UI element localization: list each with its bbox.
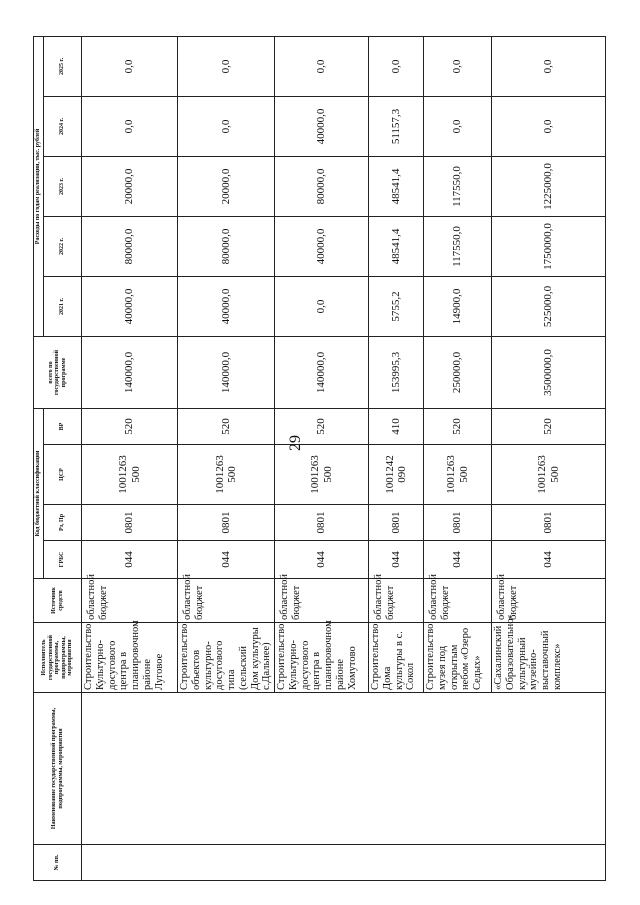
cell-2022: 40000,0 <box>275 216 369 276</box>
cell-source: областной бюджет <box>178 579 275 623</box>
cell-grbs: 044 <box>178 541 275 579</box>
cell-vr: 520 <box>424 408 492 444</box>
cell-2025: 0,0 <box>82 36 178 96</box>
cell-2021: 5755,2 <box>369 276 424 336</box>
header-year-2024: 2024 г. <box>44 96 82 156</box>
header-year-2025: 2025 г. <box>44 36 82 96</box>
cell-csr: 1001263 500 <box>82 445 178 505</box>
cell-csr: 1001263 500 <box>424 445 492 505</box>
cell-csr: 1001263 500 <box>275 445 369 505</box>
cell-source: областной бюджет <box>424 579 492 623</box>
cell-rzpr: 0801 <box>82 505 178 541</box>
cell-total: 3500000,0 <box>492 336 606 408</box>
cell-2023: 48541,4 <box>369 156 424 216</box>
cell-source: областной бюджет <box>492 579 606 623</box>
cell-2024: 51157,3 <box>369 96 424 156</box>
cell-executor: Строительство объектов культурно-досугового типа (сельский Дом культуры с.Дальнее) <box>178 623 275 693</box>
cell-2021: 14900,0 <box>424 276 492 336</box>
header-grbs: ГРБС <box>44 541 82 579</box>
cell-2021: 0,0 <box>275 276 369 336</box>
cell-rzpr: 0801 <box>275 505 369 541</box>
cell-vr: 520 <box>492 408 606 444</box>
cell-2024: 0,0 <box>424 96 492 156</box>
table-row <box>82 36 178 880</box>
cell-csr: 1001242 090 <box>369 445 424 505</box>
cell-2023: 20000,0 <box>178 156 275 216</box>
cell-2022: 48541,4 <box>369 216 424 276</box>
cell-grbs: 044 <box>492 541 606 579</box>
cell-rzpr: 0801 <box>424 505 492 541</box>
header-source: Источник средств <box>34 579 82 623</box>
cell-vr: 410 <box>369 408 424 444</box>
cell-2024: 40000,0 <box>275 96 369 156</box>
cell-2023: 80000,0 <box>275 156 369 216</box>
header-year-2023: 2023 г. <box>44 156 82 216</box>
page-number: 29 <box>287 435 304 451</box>
cell-program-name <box>82 693 606 845</box>
budget-table-sheet <box>33 37 596 881</box>
cell-executor: Строительство Дома культуры в с. Сокол <box>369 623 424 693</box>
cell-source: областной бюджет <box>275 579 369 623</box>
cell-total: 250000,0 <box>424 336 492 408</box>
cell-source: областной бюджет <box>369 579 424 623</box>
header-num: № пп. <box>34 845 82 881</box>
cell-2025: 0,0 <box>369 36 424 96</box>
cell-vr: 520 <box>82 408 178 444</box>
header-year-2022: 2022 г. <box>44 216 82 276</box>
cell-2023: 117550,0 <box>424 156 492 216</box>
cell-grbs: 044 <box>275 541 369 579</box>
cell-vr: 520 <box>178 408 275 444</box>
cell-rzpr: 0801 <box>492 505 606 541</box>
cell-rzpr: 0801 <box>178 505 275 541</box>
cell-rzpr: 0801 <box>369 505 424 541</box>
cell-2024: 0,0 <box>178 96 275 156</box>
cell-2023: 1225000,0 <box>492 156 606 216</box>
cell-total: 140000,0 <box>82 336 178 408</box>
cell-grbs: 044 <box>82 541 178 579</box>
cell-2022: 1750000,0 <box>492 216 606 276</box>
cell-vr: 520 <box>275 408 369 444</box>
cell-executor: Строительство музея под открытым небом «Озеро Седых» <box>424 623 492 693</box>
cell-2025: 0,0 <box>424 36 492 96</box>
cell-2022: 80000,0 <box>82 216 178 276</box>
header-year-2021: 2021 г. <box>44 276 82 336</box>
cell-2023: 20000,0 <box>82 156 178 216</box>
cell-2021: 40000,0 <box>178 276 275 336</box>
cell-2025: 0,0 <box>275 36 369 96</box>
cell-total: 140000,0 <box>178 336 275 408</box>
budget-table <box>33 36 606 881</box>
cell-grbs: 044 <box>369 541 424 579</box>
header-years-group: Расходы по годам реализации, тыс. рублей <box>34 36 44 336</box>
cell-executor: Строительство Культурно-досугового центра в планировочном районе Хомутово <box>275 623 369 693</box>
cell-2024: 0,0 <box>492 96 606 156</box>
header-executor: Исполнитель государственной программы, подпрограммы, мероприятия <box>34 623 82 693</box>
cell-num <box>82 845 606 881</box>
cell-grbs: 044 <box>424 541 492 579</box>
cell-2025: 0,0 <box>178 36 275 96</box>
cell-source: областной бюджет <box>82 579 178 623</box>
header-program-name: Наименование государственной программы, подпрограммы, мероприятия <box>34 693 82 845</box>
cell-csr: 1001263 500 <box>178 445 275 505</box>
cell-2024: 0,0 <box>82 96 178 156</box>
cell-total: 140000,0 <box>275 336 369 408</box>
cell-2021: 525000,0 <box>492 276 606 336</box>
cell-total: 153995,3 <box>369 336 424 408</box>
header-csr: ЦСР <box>44 445 82 505</box>
header-rzpr: Рз, Пр <box>44 505 82 541</box>
cell-csr: 1001263 500 <box>492 445 606 505</box>
header-budget-classification: Код бюджетной классификации <box>34 408 44 578</box>
cell-2022: 117550,0 <box>424 216 492 276</box>
header-total: всего по государственной программе <box>34 336 82 408</box>
cell-2021: 40000,0 <box>82 276 178 336</box>
cell-executor: «Сахалинский Образовательно-культурный музейно-выставочный комплекс» <box>492 623 606 693</box>
cell-executor: Строительство Культурно-досугового центра в планировочном районе Луговое <box>82 623 178 693</box>
header-vr: ВР <box>44 408 82 444</box>
cell-2022: 80000,0 <box>178 216 275 276</box>
cell-2025: 0,0 <box>492 36 606 96</box>
